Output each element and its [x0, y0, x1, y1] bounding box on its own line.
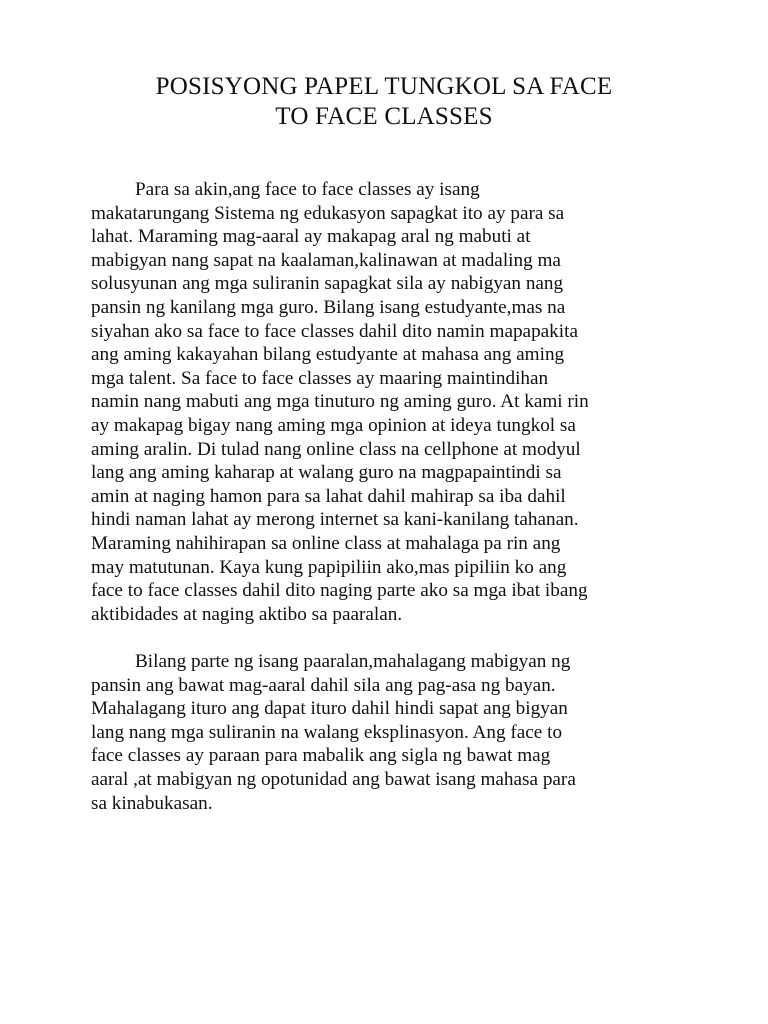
- paragraph-line: lahat. Maraming mag-aaral ay makapag aral ng mabuti at: [91, 226, 531, 248]
- paragraph-line: aaral ,at mabigyan ng opotunidad ang bawat isang mahasa para: [91, 768, 576, 790]
- paragraph-line: namin nang mabuti ang mga tinuturo ng aming guro. At kami rin: [91, 391, 589, 413]
- paragraph-line: face classes ay paraan para mabalik ang sigla ng bawat mag: [91, 745, 551, 767]
- paragraph-line: ang aming kakayahan bilang estudyante at mahasa ang aming: [91, 344, 565, 366]
- paragraph-line: ay makapag bigay nang aming mga opinion at ideya tungkol sa: [91, 414, 576, 436]
- paragraph-line: lang nang mga suliranin na walang eksplinasyon. Ang face to: [91, 721, 563, 743]
- paragraph-line: aktibidades at naging aktibo sa paaralan.: [91, 603, 403, 625]
- paragraph-line: Maraming nahihirapan sa online class at mahalaga pa rin ang: [91, 532, 561, 554]
- paragraph-line: solusyunan ang mga suliranin sapagkat sila ay nabigyan nang: [91, 273, 564, 295]
- title-line: TO FACE CLASSES: [275, 103, 493, 130]
- body-paragraph-2: [91, 650, 711, 815]
- paragraph-line: mabigyan nang sapat na kaalaman,kalinawan at madaling ma: [91, 249, 561, 271]
- paragraph-line: may matutunan. Kaya kung papipiliin ako,mas pipiliin ko ang: [91, 556, 567, 578]
- paragraph-line: face to face classes dahil dito naging parte ako sa mga ibat ibang: [91, 580, 588, 602]
- paragraph-line: hindi naman lahat ay merong internet sa kani-kanilang tahanan.: [91, 509, 579, 531]
- paragraph-line: Para sa akin,ang face to face classes ay isang: [135, 179, 480, 200]
- paragraph-line: lang ang aming kaharap at walang guro na magpapaintindi sa: [91, 462, 562, 484]
- paragraph-line: pansin ang bawat mag-aaral dahil sila ang pag-asa ng bayan.: [91, 674, 556, 696]
- paragraph-line: aming aralin. Di tulad nang online class na cellphone at modyul: [91, 438, 581, 460]
- paragraph-line: siyahan ako sa face to face classes dahil dito namin mapapakita: [91, 320, 578, 342]
- title-line: POSISYONG PAPEL TUNGKOL SA FACE: [155, 73, 613, 100]
- paragraph-line: Bilang parte ng isang paaralan,mahalagang mabigyan ng: [135, 651, 571, 672]
- paragraph-line: pansin ng kanilang mga guro. Bilang isang estudyante,mas na: [91, 296, 566, 318]
- paragraph-line: makatarungang Sistema ng edukasyon sapagkat ito ay para sa: [91, 202, 565, 224]
- paragraph-line: amin at naging hamon para sa lahat dahil mahirap sa iba dahil: [91, 485, 566, 507]
- paragraph-line: sa kinabukasan.: [91, 792, 213, 814]
- document-title: [60, 72, 708, 132]
- paragraph-line: mga talent. Sa face to face classes ay maaring maintindihan: [91, 367, 549, 389]
- body-paragraph-1: [91, 178, 711, 626]
- paragraph-line: Mahalagang ituro ang dapat ituro dahil hindi sapat ang bigyan: [91, 698, 568, 720]
